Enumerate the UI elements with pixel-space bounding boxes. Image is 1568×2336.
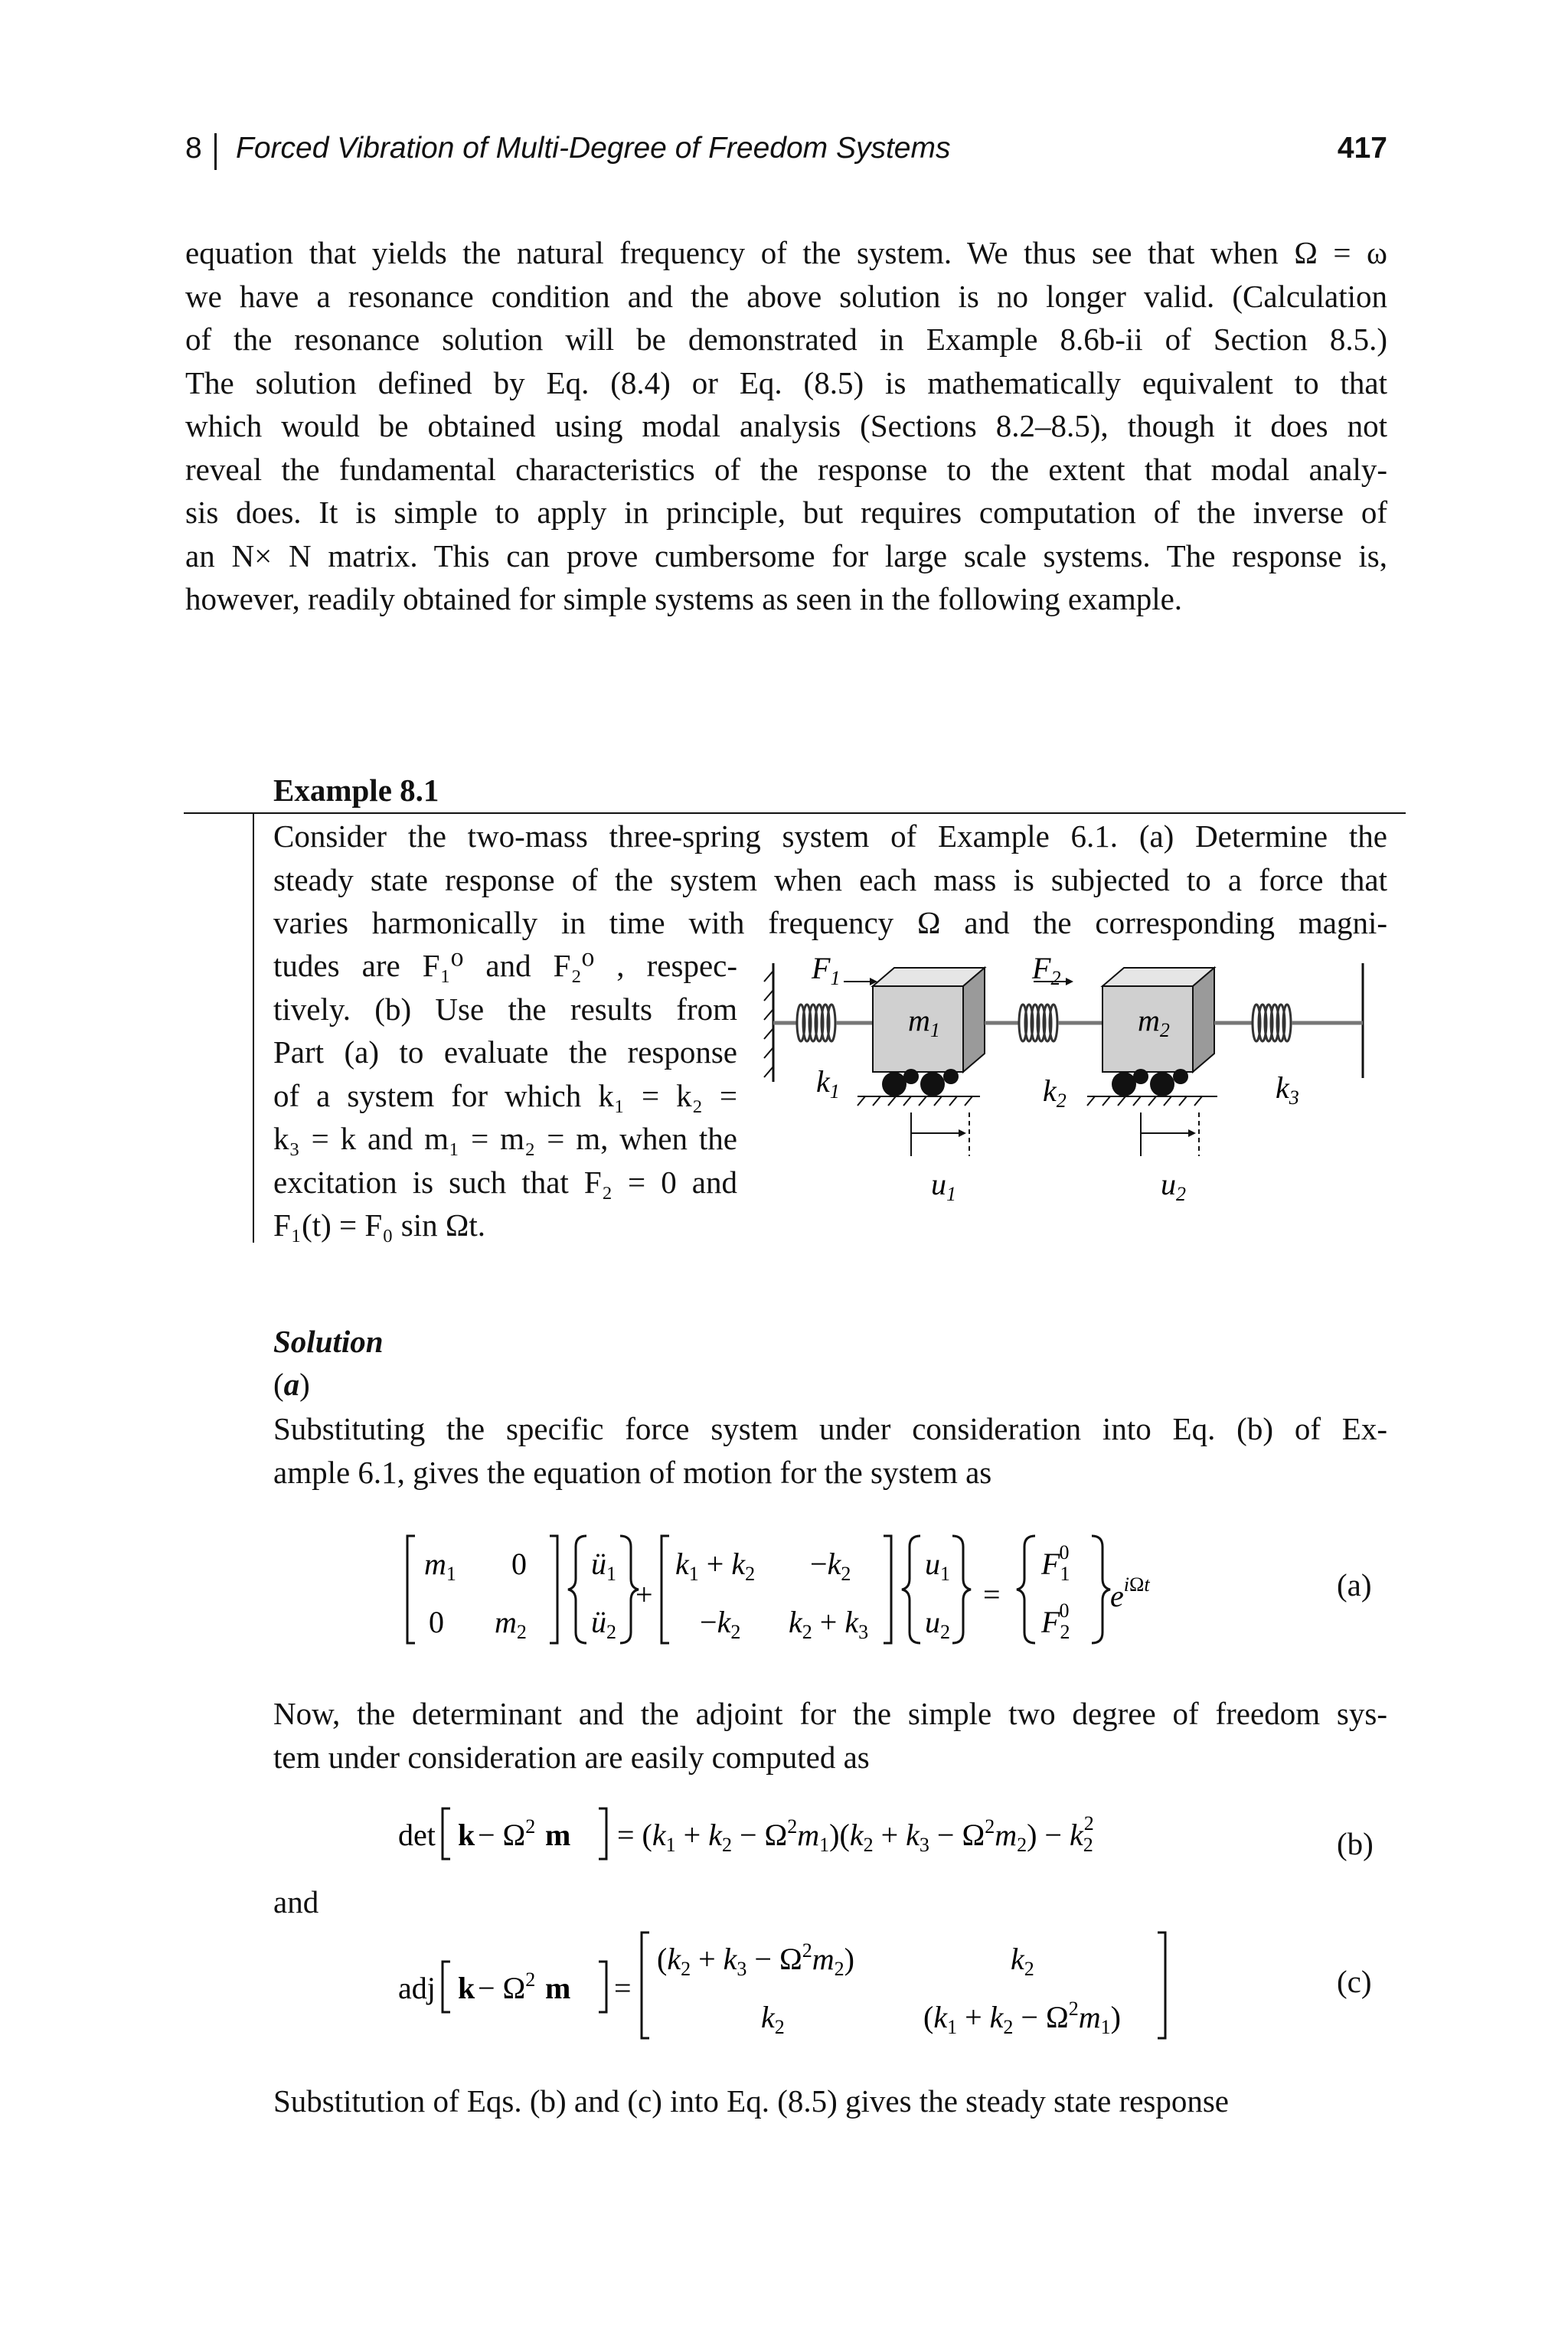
text-line: k₃ = k and m₁ = m₂ = m, when the xyxy=(273,1121,737,1156)
svg-text:F10: $F_10$ xyxy=(1041,1541,1070,1585)
text-line: F₁(t) = F₀ sin Ωt. xyxy=(273,1207,485,1243)
text-line: Part (a) to evaluate the response xyxy=(273,1034,737,1070)
svg-text:k1 + k2: $k_1 + k_2$ xyxy=(675,1547,756,1585)
part-a-label: (a) xyxy=(273,1367,310,1402)
svg-text:ü2: $ü_2$ xyxy=(591,1605,616,1643)
spring-label-k3: $k_3$ xyxy=(1276,1070,1299,1109)
svg-text:(k2 + k3 − Ω2m2): $(k_2 + k_3 - \Omega^2m_2)$ xyxy=(657,1939,854,1980)
svg-text:k: k xyxy=(458,1818,475,1852)
text-line: tem under consideration are easily computed as xyxy=(273,1739,870,1775)
displacement-label-u1: $u_1$ xyxy=(931,1167,956,1205)
svg-text:m1: $m_1$ xyxy=(424,1547,456,1585)
example-side-bar xyxy=(253,812,254,1243)
spring-label-k2: $k_2$ xyxy=(1043,1073,1067,1112)
svg-text:eiΩt: $e^i\Omega t$ xyxy=(1110,1573,1150,1613)
svg-text:0: 0 xyxy=(511,1547,527,1581)
svg-text:F20: $F_20$ xyxy=(1041,1599,1070,1643)
svg-text:−k2: $-k_2$ xyxy=(700,1605,741,1643)
text-line: tudes are F₁⁰ and F₂⁰ , respec- xyxy=(273,948,737,983)
text-line: we have a resonance condition and the above solution is no longer valid. (Calculation xyxy=(185,278,1387,314)
text-line: of the resonance solution will be demonstrated in Example 8.6b-ii of Section 8.5.) xyxy=(185,322,1387,357)
intro-paragraph xyxy=(185,231,1387,621)
text-line: excitation is such that F₂ = 0 and xyxy=(273,1164,737,1200)
svg-text:k2 + k3: $k_2 + k_3$ xyxy=(789,1605,869,1643)
force-label-f1: $F_1$ xyxy=(812,956,841,989)
running-head xyxy=(185,132,1387,178)
mass-label-m1: $m_1$ xyxy=(908,1003,940,1041)
svg-text:= (k1 + k2 − Ω2m1)(k2 + k3 − Ω: = $(k_1 + k_2 - \Omega^2m_1)(k_2 + k_3 - \Omega^2m_2) - k_22$ xyxy=(617,1812,1094,1856)
svg-text:=: = xyxy=(614,1971,632,2005)
equation-a-label: (a) xyxy=(1337,1567,1372,1603)
spring-mass-figure xyxy=(758,956,1378,1239)
svg-text:ü1: $ü_1$ xyxy=(591,1547,616,1585)
mass-label-m2: $m_2$ xyxy=(1138,1003,1170,1041)
text-line: however, readily obtained for simple systems as seen in the following example. xyxy=(185,581,1183,616)
svg-text:u2: $u_2$ xyxy=(925,1605,950,1643)
text-line: tively. (b) Use the results from xyxy=(273,991,737,1027)
text-line: Consider the two-mass three-spring system of Example 6.1. (a) Determine the xyxy=(273,818,1387,854)
svg-text:=: = xyxy=(983,1577,1001,1612)
svg-text:0: 0 xyxy=(429,1605,444,1639)
chapter-title: Forced Vibration of Multi-Degree of Freedom Systems xyxy=(236,132,951,165)
svg-text:u1: $u_1$ xyxy=(925,1547,950,1585)
text-line: sis does. It is simple to apply in principle, but requires computation of the inverse of xyxy=(185,495,1387,530)
text-line: The solution defined by Eq. (8.4) or Eq. (8.5) is mathematically equivalent to that xyxy=(185,364,1387,400)
text-line: reveal the fundamental characteristics of the response to the extent that modal analy- xyxy=(185,451,1387,487)
svg-text:k2: $k_2$ xyxy=(761,2000,785,2038)
example-top-rule xyxy=(184,812,1406,814)
svg-text:+: + xyxy=(635,1577,653,1612)
svg-text:k2: $k_2$ xyxy=(1011,1942,1034,1980)
text-line: varies harmonically in time with frequency Ω and the corresponding magni- xyxy=(273,905,1387,940)
text-line: equation that yields the natural frequency of the system. We thus see that when Ω = ω xyxy=(185,235,1387,270)
svg-text:k: k xyxy=(458,1971,475,2005)
example-statement xyxy=(273,815,1387,945)
svg-text:m2: $m_2$ xyxy=(495,1605,527,1643)
page-number: 417 xyxy=(1337,132,1387,165)
equation-c-label: (c) xyxy=(1337,1964,1372,1999)
closing-text-line: Substitution of Eqs. (b) and (c) into Eq. (8.5) gives the steady state response xyxy=(273,2083,1229,2119)
svg-text:m: m xyxy=(545,1818,571,1852)
displacement-label-u2: $u_2$ xyxy=(1161,1167,1186,1205)
svg-text:adj: adj xyxy=(398,1971,436,2005)
text-line: of a system for which k₁ = k₂ = xyxy=(273,1077,737,1113)
text-line: Now, the determinant and the adjoint for the simple two degree of freedom sys- xyxy=(273,1696,1387,1731)
svg-text:m: m xyxy=(545,1971,571,2005)
svg-text:− Ω2: − $\Omega^2$ xyxy=(478,1815,536,1852)
solution-paragraph-2 xyxy=(273,1692,1387,1779)
svg-text:det: det xyxy=(398,1818,436,1852)
svg-text:− Ω2: − $\Omega^2$ xyxy=(478,1968,536,2005)
example-statement-wrapped xyxy=(273,944,737,1247)
text-line: steady state response of the system when each mass is subjected to a force that xyxy=(273,861,1387,897)
chapter-number: 8 xyxy=(185,132,202,165)
text-line: ample 6.1, gives the equation of motion for the system as xyxy=(273,1454,992,1490)
equation-a xyxy=(406,1525,1248,1655)
header-divider xyxy=(214,133,217,170)
svg-text:−k2: $-k_2$ xyxy=(810,1547,851,1585)
text-line: which would be obtained using modal analysis (Sections 8.2–8.5), though it does not xyxy=(185,408,1387,443)
equation-c xyxy=(398,1928,1271,2043)
and-text: and xyxy=(273,1884,319,1919)
solution-heading: Solution xyxy=(273,1324,384,1359)
equation-b xyxy=(398,1804,1286,1865)
text-line: an N× N matrix. This can prove cumbersome for large scale systems. The response is, xyxy=(185,537,1387,573)
svg-text:(k1 + k2 − Ω2m1): $(k_1 + k_2 - \Omega^2m_1)$ xyxy=(923,1998,1121,2038)
spring-label-k1: $k_1$ xyxy=(816,1064,840,1103)
text-line: Substituting the specific force system under consideration into Eq. (b) of Ex- xyxy=(273,1411,1387,1446)
force-label-f2: $F_2$ xyxy=(1032,956,1061,989)
equation-b-label: (b) xyxy=(1337,1826,1374,1861)
example-heading: Example 8.1 xyxy=(273,773,439,808)
solution-paragraph-1 xyxy=(273,1407,1387,1494)
